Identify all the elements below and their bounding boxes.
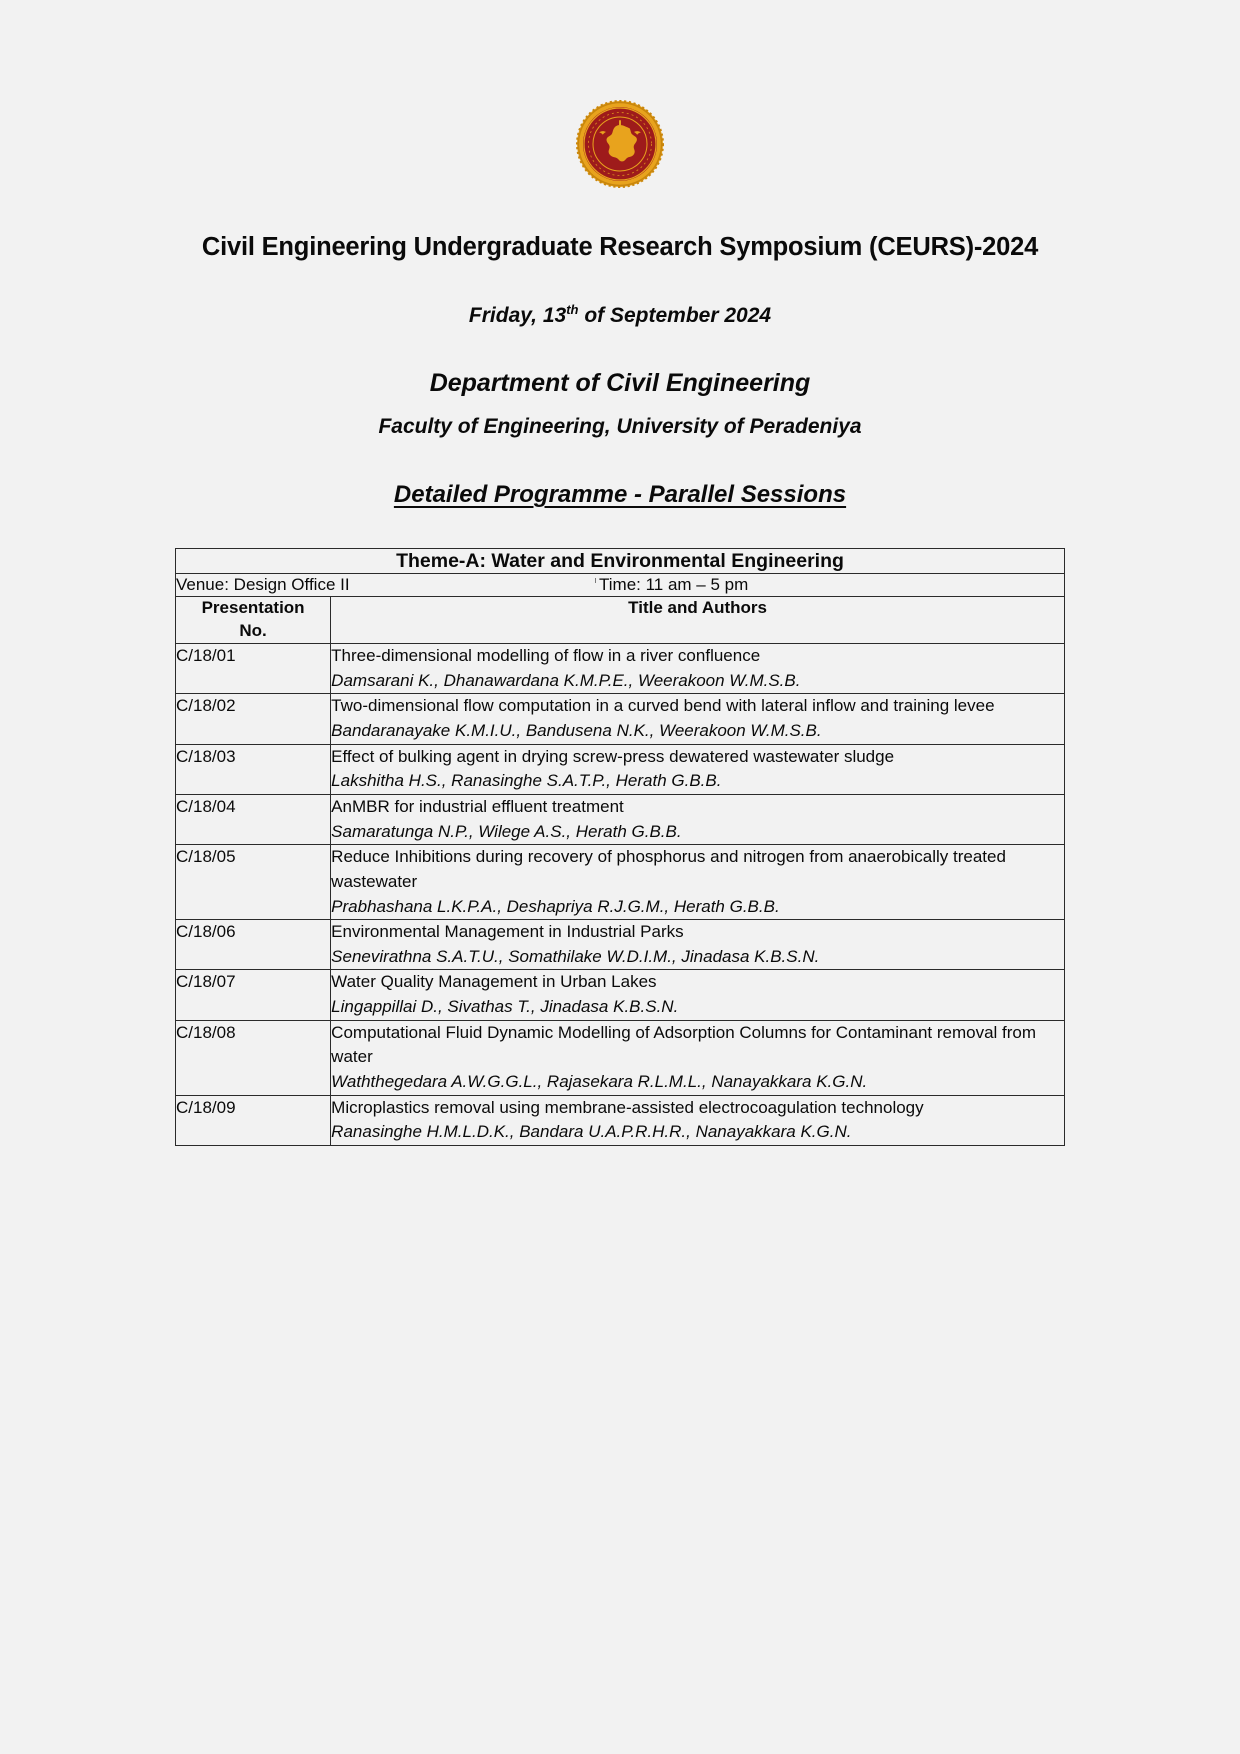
title-authors-cell [331, 794, 1065, 844]
presentation-no: C/18/03 [176, 744, 331, 794]
column-header-presentation-no-line2: No. [239, 621, 267, 641]
table-row [176, 1020, 1065, 1095]
table-row [176, 1095, 1065, 1145]
department-heading: Department of Civil Engineering [429, 368, 811, 397]
title-authors-cell [331, 1095, 1065, 1145]
emblem-container [115, 0, 1125, 188]
paper-authors: Lakshitha H.S., Ranasinghe S.A.T.P., Herath G.B.B. [331, 771, 722, 791]
venue-inner [176, 574, 1064, 596]
paper-title: Three-dimensional modelling of flow in a river confluence [331, 646, 761, 666]
title-authors-cell [331, 970, 1065, 1020]
programme-table [175, 548, 1065, 1146]
theme-title: Theme-A: Water and Environmental Engineering [176, 548, 1065, 573]
presentation-no: C/18/05 [176, 845, 331, 920]
venue-time-row [176, 574, 1065, 597]
paper-title: Microplastics removal using membrane-assisted electrocoagulation technology [331, 1097, 924, 1117]
faculty-heading: Faculty of Engineering, University of Peradeniya [378, 414, 862, 438]
paper-authors: Senevirathna S.A.T.U., Somathilake W.D.I.M., Jinadasa K.B.S.N. [331, 946, 820, 966]
paper-title: Water Quality Management in Urban Lakes [331, 972, 657, 992]
title-authors-cell [331, 744, 1065, 794]
title-authors-cell [331, 1020, 1065, 1095]
paper-authors: Ranasinghe H.M.L.D.K., Bandara U.A.P.R.H.R., Nanayakkara K.G.N. [331, 1122, 852, 1142]
paper-authors: Damsarani K., Dhanawardana K.M.P.E., Weerakoon W.M.S.B. [331, 670, 801, 690]
paper-authors: Prabhashana L.K.P.A., Deshapriya R.J.G.M., Herath G.B.B. [331, 896, 780, 916]
event-date [115, 303, 1125, 328]
event-date-prefix: Friday, 13 [468, 303, 567, 327]
page-title: Civil Engineering Undergraduate Research Symposium (CEURS)-2024 [201, 233, 1039, 261]
presentation-no: C/18/06 [176, 920, 331, 970]
title-authors-cell [331, 845, 1065, 920]
column-header-row [176, 597, 1065, 644]
presentation-no: C/18/09 [176, 1095, 331, 1145]
table-row [176, 744, 1065, 794]
university-of-peradeniya-crest-icon [576, 100, 664, 188]
title-authors-cell [331, 644, 1065, 694]
paper-authors: Waththegedara A.W.G.G.L., Rajasekara R.L.M.L., Nanayakkara K.G.N. [331, 1072, 868, 1091]
presentation-no: C/18/01 [176, 644, 331, 694]
programme-heading: Detailed Programme - Parallel Sessions [393, 480, 847, 508]
paper-authors: Samaratunga N.P., Wilege A.S., Herath G.B.B. [331, 821, 682, 841]
programme-table-body [176, 548, 1065, 1145]
paper-authors: Bandaranayake K.M.I.U., Bandusena N.K., Weerakoon W.M.S.B. [331, 721, 822, 741]
event-date-ordinal: th [566, 301, 579, 317]
paper-title: Reduce Inhibitions during recovery of phosphorus and nitrogen from anaerobically treated wastewater [331, 847, 1006, 891]
paper-title: Two-dimensional flow computation in a curved bend with lateral inflow and training levee [331, 696, 995, 716]
table-row [176, 970, 1065, 1020]
presentation-no: C/18/07 [176, 970, 331, 1020]
table-row [176, 794, 1065, 844]
table-row [176, 920, 1065, 970]
table-row [176, 845, 1065, 920]
time-label: Time: 11 am – 5 pm [599, 574, 748, 596]
column-header-presentation-no-line1: Presentation [201, 598, 305, 618]
title-authors-cell [331, 920, 1065, 970]
table-row [176, 694, 1065, 744]
table-row [176, 644, 1065, 694]
paper-title: Effect of bulking agent in drying screw-press dewatered wastewater sludge [331, 746, 895, 766]
venue-label: Venue: Design Office II [176, 575, 350, 595]
paper-title: AnMBR for industrial effluent treatment [331, 796, 624, 816]
paper-title: Environmental Management in Industrial Parks [331, 922, 684, 942]
venue-time-cell [176, 574, 1065, 597]
column-header-title-authors: Title and Authors [331, 597, 1065, 644]
event-date-suffix: of September 2024 [578, 303, 772, 327]
presentation-no: C/18/04 [176, 794, 331, 844]
column-header-presentation-no [176, 597, 331, 644]
presentation-no: C/18/08 [176, 1020, 331, 1095]
presentation-no: C/18/02 [176, 694, 331, 744]
theme-row [176, 548, 1065, 573]
paper-authors: Lingappillai D., Sivathas T., Jinadasa K.B.S.N. [331, 997, 679, 1017]
paper-title: Computational Fluid Dynamic Modelling of Adsorption Columns for Contaminant removal from water [331, 1022, 1037, 1067]
title-authors-cell [331, 694, 1065, 744]
